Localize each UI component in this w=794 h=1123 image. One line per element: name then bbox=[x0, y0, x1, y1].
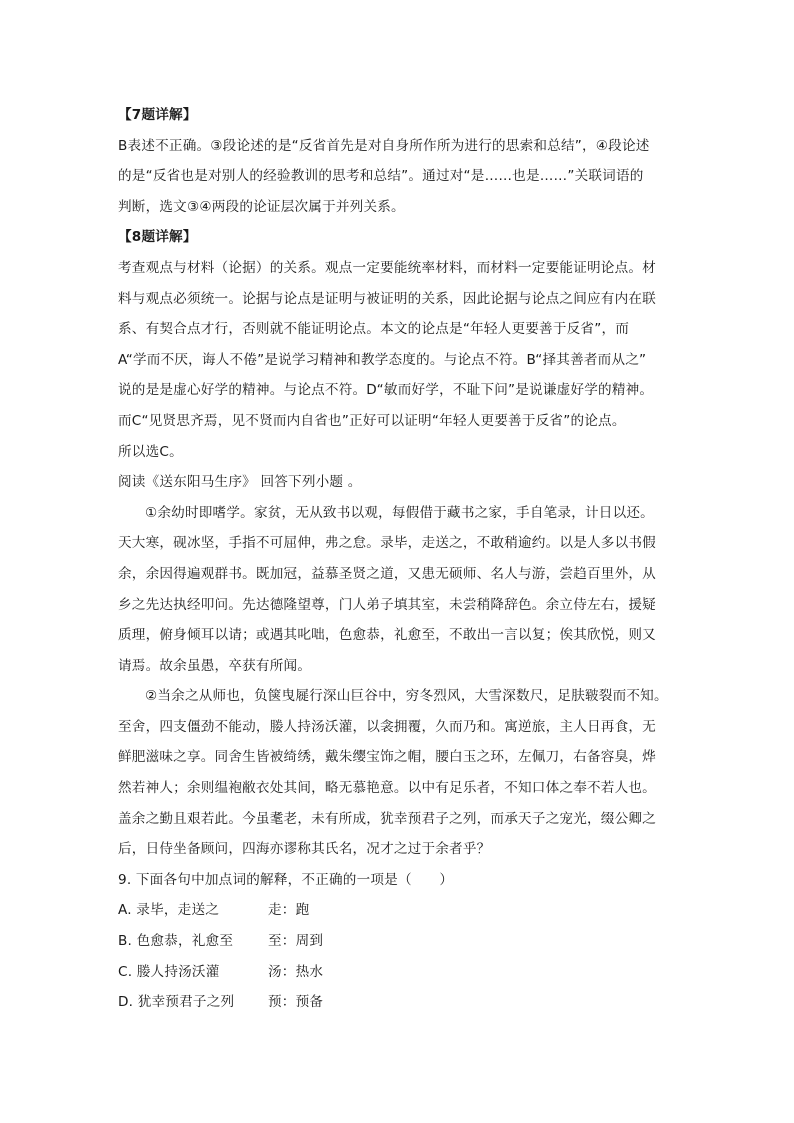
para2-line-2: 至舍，四支僵劲不能动，媵人持汤沃灌，以衾拥覆，久而乃和。寓逆旅，主人日再食，无 bbox=[118, 718, 656, 735]
q8-line-1: 考查观点与材料（论据）的关系。观点一定要能统率材料，而材料一定要能证明论点。材 bbox=[118, 259, 656, 276]
option-c-text: C. 媵人持汤沃灌 bbox=[118, 963, 220, 980]
q7-line-1: B表述不正确。③段论述的是“反省首先是对自身所作所为进行的思索和总结”，④段论述 bbox=[118, 137, 650, 154]
option-c-gloss: 汤：热水 bbox=[268, 963, 324, 980]
para2-line-5: 盖余之勤且艰若此。今虽耄老，未有所成，犹幸预君子之列，而承天子之宠光，缀公卿之 bbox=[118, 810, 656, 827]
option-a bbox=[118, 895, 678, 926]
option-c bbox=[118, 957, 678, 988]
para1-line-3: 余，余因得遍观群书。既加冠，益慕圣贤之道，又患无硕师、名人与游，尝趋百里外，从 bbox=[118, 565, 656, 582]
option-b-gloss: 至：周到 bbox=[268, 933, 324, 950]
q8-line-2: 料与观点必须统一。论据与论点是证明与被证明的关系，因此论据与论点之间应有内在联 bbox=[118, 290, 656, 307]
para1-line-4: 乡之先达执经叩问。先达德隆望尊，门人弟子填其室，未尝稍降辞色。余立侍左右，援疑 bbox=[118, 596, 656, 613]
option-b bbox=[118, 926, 678, 957]
option-d bbox=[118, 987, 678, 1018]
option-b-text: B. 色愈恭，礼愈至 bbox=[118, 933, 234, 950]
q7-line-2: 的是“反省也是对别人的经验教训的思考和总结”。通过对“是……也是……”关联词语的 bbox=[118, 168, 644, 185]
q7-line-3: 判断，选文③④两段的论证层次属于并列关系。 bbox=[118, 198, 405, 215]
q8-line-7: 所以选C。 bbox=[118, 443, 183, 460]
option-d-gloss: 预：预备 bbox=[268, 994, 324, 1011]
q8-line-5: 说的是是虚心好学的精神。与论点不符。D“敏而好学，不耻下问”是说谦虚好学的精神。 bbox=[118, 382, 654, 399]
para2-line-3: 鲜肥滋味之享。同舍生皆被绮绣，戴朱缨宝饰之帽，腰白玉之环，左佩刀，右备容臭，烨 bbox=[118, 749, 656, 766]
q8-line-6: 而C“见贤思齐焉，见不贤而内自省也”正好可以证明“年轻人更要善于反省”的论点。 bbox=[118, 412, 626, 429]
option-d-text: D. 犹幸预君子之列 bbox=[118, 994, 235, 1011]
q8-line-3: 系、有契合点才行，否则就不能证明论点。本文的论点是“年轻人更要善于反省”，而 bbox=[118, 321, 630, 338]
para2-line-4: 然若神人；余则缊袍敝衣处其间，略无慕艳意。以中有足乐者，不知口体之奉不若人也。 bbox=[118, 780, 656, 797]
para1-line-1: ①余幼时即嗜学。家贫，无从致书以观，每假借于藏书之家，手自笔录，计日以还。 bbox=[145, 504, 654, 521]
q8-heading: 【8题详解】 bbox=[118, 229, 197, 246]
option-a-gloss: 走：跑 bbox=[268, 902, 310, 919]
para1-line-6: 请焉。故余虽愚，卒获有所闻。 bbox=[118, 657, 312, 674]
reading-intro: 阅读《送东阳马生序》 回答下列小题 。 bbox=[118, 474, 362, 491]
document-page bbox=[118, 100, 678, 1018]
question-9-stem: 9. 下面各句中加点词的解释，不正确的一项是（ ） bbox=[118, 871, 454, 888]
para1-line-2: 天大寒，砚冰坚，手指不可屈伸，弗之怠。录毕，走送之，不敢稍逾约。以是人多以书假 bbox=[118, 535, 656, 552]
para1-line-5: 质理，俯身倾耳以请；或遇其叱咄，色愈恭，礼愈至，不敢出一言以复；俟其欣悦，则又 bbox=[118, 627, 656, 644]
para2-line-1: ②当余之从师也，负箧曳屣行深山巨谷中，穷冬烈风，大雪深数尺，足肤皲裂而不知。 bbox=[145, 688, 668, 705]
q7-heading: 【7题详解】 bbox=[118, 107, 197, 123]
option-a-text: A. 录毕，走送之 bbox=[118, 902, 220, 919]
para2-line-6: 后，日侍坐备顾问，四海亦谬称其氏名，况才之过于余者乎？ bbox=[118, 841, 491, 858]
q8-line-4: A“学而不厌，诲人不倦”是说学习精神和教学态度的。与论点不符。B“择其善者而从之” bbox=[118, 351, 647, 368]
